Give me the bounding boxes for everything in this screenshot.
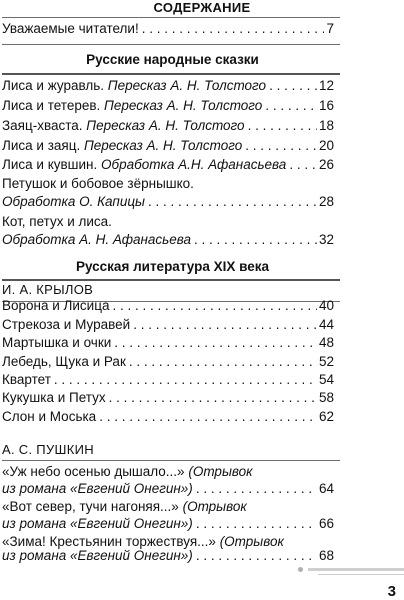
footer-bar-line xyxy=(308,568,404,571)
entry-title-text: «Вот север, тучи нагоняя...» xyxy=(2,499,179,514)
entry-title: Кукушка и Петух xyxy=(2,390,106,405)
entry-page: 16 xyxy=(318,98,334,113)
toc-entry[interactable] xyxy=(2,193,334,211)
dot-leader xyxy=(133,316,317,334)
dot-leader xyxy=(289,156,317,174)
dot-leader xyxy=(196,480,317,498)
entry-credit: (Отрывок xyxy=(188,464,253,479)
entry-page: 66 xyxy=(318,516,334,531)
entry-title[interactable] xyxy=(2,463,253,481)
entry-page: 18 xyxy=(318,118,334,133)
entry-title-text: «Зима! Крестьянин торжествуя...» xyxy=(2,534,216,549)
dot-leader xyxy=(99,408,317,426)
entry-page: 58 xyxy=(318,390,334,405)
entry-page: 68 xyxy=(318,548,334,563)
entry-page: 40 xyxy=(318,298,334,313)
author-rule xyxy=(2,460,340,461)
entry-title[interactable]: Кот, петух и лиса. xyxy=(2,214,112,229)
entry-page: 52 xyxy=(318,354,334,369)
entry-title: Ворона и Лисица xyxy=(2,298,110,313)
dot-leader xyxy=(194,231,317,249)
page-title: СОДЕРЖАНИЕ xyxy=(153,0,251,15)
entry-title: Лиса и заяц. xyxy=(2,138,81,153)
dot-leader xyxy=(245,137,317,155)
section-rule xyxy=(2,279,340,281)
entry-page: 64 xyxy=(318,481,334,496)
entry-credit: из романа «Евгений Онегин») xyxy=(2,481,193,496)
toc-entry[interactable] xyxy=(2,334,334,352)
footer-dot xyxy=(298,567,303,572)
dot-leader xyxy=(248,117,317,135)
entry-page: 32 xyxy=(318,232,334,247)
dot-leader xyxy=(196,547,317,565)
dot-leader xyxy=(129,353,317,371)
entry-credit: Пересказ А. Н. Толстого xyxy=(86,118,245,133)
entry-credit: Обработка О. Капицы xyxy=(2,194,145,209)
section-title-folk-tales: Русские народные сказки xyxy=(86,52,259,67)
toc-entry[interactable] xyxy=(2,156,334,174)
dot-leader xyxy=(269,77,317,95)
entry-title: Уважаемые читатели! xyxy=(2,21,139,36)
entry-title-text: «Уж небо осенью дышало...» xyxy=(2,464,185,479)
entry-credit: Обработка А.Н. Афанасьева xyxy=(101,157,287,172)
toc-entry[interactable] xyxy=(2,515,334,533)
page-number: 3 xyxy=(387,583,396,600)
entry-credit: из романа «Евгений Онегин») xyxy=(2,516,193,531)
entry-title: Лиса и тетерев. xyxy=(2,98,101,113)
heading-rule xyxy=(2,17,340,18)
entry-title: Стрекоза и Муравей xyxy=(2,317,131,332)
dot-leader xyxy=(54,371,317,389)
dot-leader xyxy=(265,97,317,115)
author-name-krylov: И. А. КРЫЛОВ xyxy=(2,282,94,297)
entry-credit: Пересказ А. Н. Толстого xyxy=(83,138,243,153)
entry-title: Лиса и журавль. xyxy=(2,78,105,93)
entry-page: 7 xyxy=(326,21,334,36)
dot-leader xyxy=(142,20,325,38)
entry-title: Заяц-хваста. xyxy=(2,118,83,133)
toc-entry[interactable] xyxy=(2,408,334,426)
entry-title: Лиса и кувшин. xyxy=(2,157,98,172)
section-title-19th-century: Русская литература XIX века xyxy=(75,259,270,274)
toc-entry[interactable] xyxy=(2,389,334,407)
dot-leader xyxy=(196,515,317,533)
toc-entry[interactable] xyxy=(2,480,334,498)
footer-bar-line xyxy=(318,574,404,575)
dot-leader xyxy=(109,389,317,407)
toc-entry[interactable] xyxy=(2,353,334,371)
entry-page: 44 xyxy=(318,317,334,332)
entry-page: 28 xyxy=(318,194,334,209)
entry-credit: Пересказ А. Н. Толстого xyxy=(107,78,267,93)
entry-title: Мартышка и очки xyxy=(2,335,112,350)
entry-title[interactable]: Петушок и бобовое зёрнышко. xyxy=(2,176,194,191)
entry-credit: из романа «Евгений Онегин») xyxy=(2,548,193,563)
entry-page: 12 xyxy=(318,78,334,93)
section-rule xyxy=(2,44,340,45)
toc-entry[interactable] xyxy=(2,231,334,249)
toc-entry[interactable] xyxy=(2,77,334,95)
entry-title: Слон и Моська xyxy=(2,409,97,424)
entry-credit: (Отрывок xyxy=(219,534,284,549)
entry-page: 26 xyxy=(318,157,334,172)
dot-leader xyxy=(148,193,317,211)
entry-page: 62 xyxy=(318,409,334,424)
toc-entry[interactable] xyxy=(2,297,334,315)
author-name-pushkin: А. С. ПУШКИН xyxy=(2,442,94,457)
toc-entry-intro[interactable] xyxy=(2,20,334,38)
entry-credit: Обработка А. Н. Афанасьева xyxy=(2,232,192,247)
toc-entry[interactable] xyxy=(2,117,334,135)
entry-page: 48 xyxy=(318,335,334,350)
dot-leader xyxy=(112,297,317,315)
entry-credit: Пересказ А. Н. Толстого xyxy=(104,98,263,113)
entry-page: 54 xyxy=(318,372,334,387)
toc-entry[interactable] xyxy=(2,137,334,155)
toc-entry[interactable] xyxy=(2,97,334,115)
toc-entry[interactable] xyxy=(2,316,334,334)
dot-leader xyxy=(114,334,317,352)
entry-title: Лебедь, Щука и Рак xyxy=(2,354,126,369)
entry-title[interactable] xyxy=(2,498,247,516)
toc-entry[interactable] xyxy=(2,371,334,389)
entry-credit: (Отрывок xyxy=(182,499,247,514)
entry-title: Квартет xyxy=(2,372,51,387)
toc-entry[interactable] xyxy=(2,547,334,565)
section-rule xyxy=(2,73,340,75)
entry-page: 20 xyxy=(318,138,334,153)
footer-decoration xyxy=(308,568,404,574)
